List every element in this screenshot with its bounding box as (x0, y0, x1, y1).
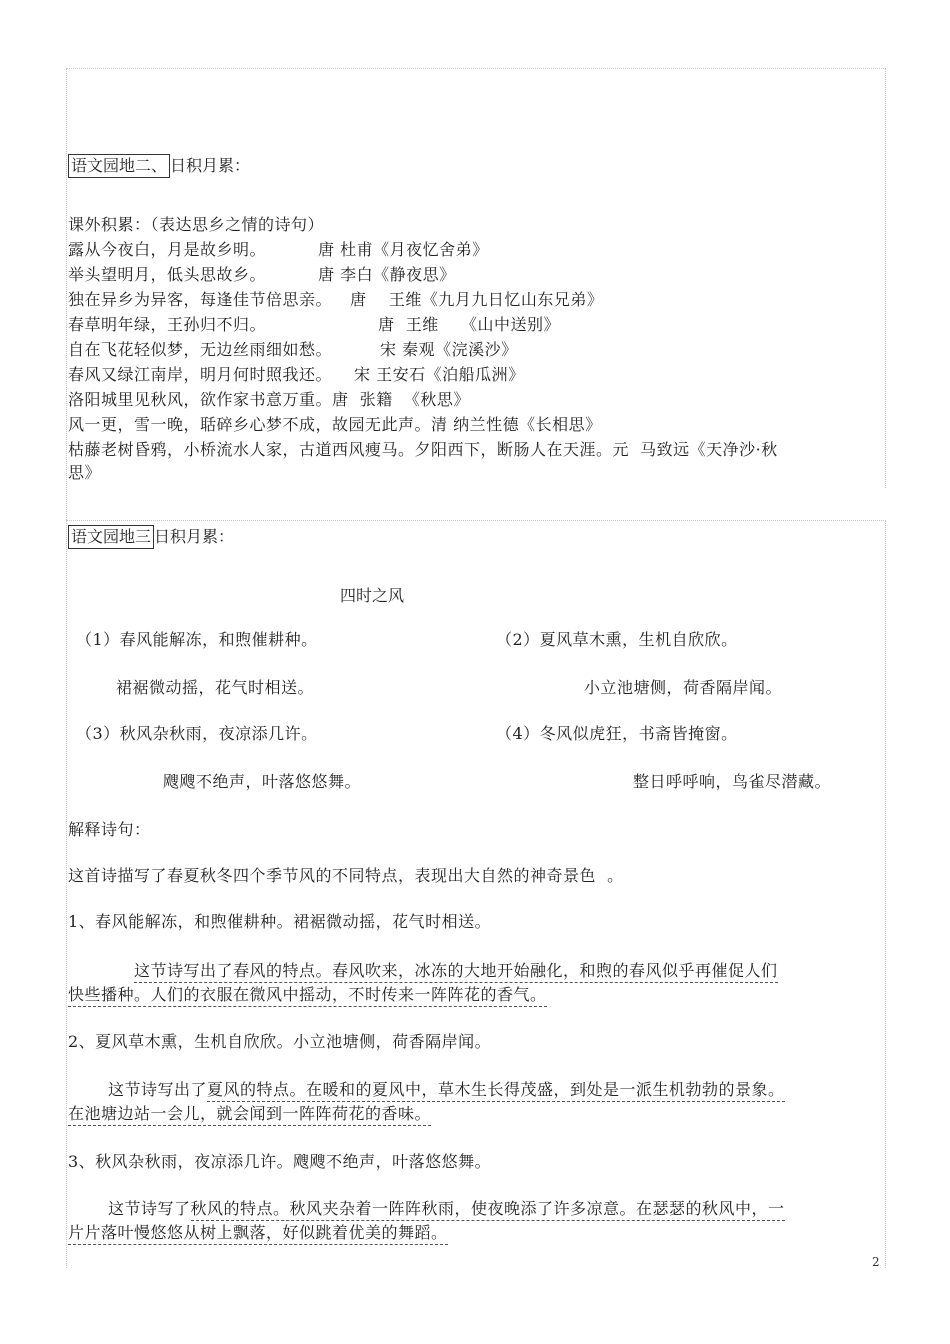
item-body: 这节诗写出了春风的特点。春风吹来，冰冻的大地开始融化，和煦的春风似乎再催促人们 (134, 961, 778, 981)
poem-line: 洛阳城里见秋风，欲作家书意万重。唐 张籍 《秋思》 (68, 390, 470, 409)
poem-title: 四时之风 (340, 586, 405, 605)
verse-right: （4）冬风似虎狂，书斋皆掩窗。 (496, 724, 738, 743)
item-body: 这节诗写了秋风的特点。秋风夹杂着一阵阵秋雨，使夜晚添了许多凉意。在瑟瑟的秋风中，一 (108, 1199, 785, 1219)
poem-line: 独在异乡为异客，每逢佳节倍思亲。 唐 王维《九月九日忆山东兄弟》 (68, 290, 604, 309)
page-frame-top (66, 68, 886, 70)
verse-left: 飕飕不绝声，叶落悠悠舞。 (163, 772, 362, 791)
item-heading: 2、夏风草木熏，生机自欣欣。小立池塘侧，荷香隔岸闻。 (68, 1032, 492, 1051)
verse-left: 裙裾微动摇，花气时相送。 (116, 678, 315, 697)
poem-line: 春草明年绿，王孙归不归。 唐 王维 《山中送别》 (68, 315, 561, 334)
item-body: 快些播种。人们的衣服在微风中摇动，不时传来一阵阵花的香气。 (68, 985, 547, 1005)
section3-suffix: 日积月累： (154, 527, 235, 546)
poem-line: 枯藤老树昏鸦，小桥流水人家，古道西风瘦马。夕阳西下，断肠人在天涯。元 马致远《天净沙·秋 (68, 440, 778, 459)
explain-label: 解释诗句： (68, 820, 151, 839)
poem-line: 自在飞花轻似梦，无边丝雨细如愁。 宋 秦观《浣溪沙》 (68, 340, 518, 359)
section2-intro: 课外积累：（表达思乡之情的诗句） (68, 215, 325, 234)
page-frame-right-bottom (885, 520, 887, 1268)
poem-line: 风一更，雪一晚，聒碎乡心梦不成，故园无此声。清 纳兰性德《长相思》 (68, 415, 602, 434)
verse-left: （3）秋风杂秋雨，夜凉添几许。 (76, 724, 318, 743)
page-frame-right-top (885, 68, 887, 488)
poem-line: 举头望明月，低头思故乡。 唐 李白《静夜思》 (68, 265, 456, 284)
summary: 这首诗描写了春夏秋冬四个季节风的不同特点，表现出大自然的神奇景色 。 (68, 866, 624, 885)
page-number: 2 (872, 1255, 880, 1269)
poem-line: 露从今夜白，月是故乡明。 唐 杜甫《月夜忆舍弟》 (68, 240, 489, 259)
section2-box-label: 语文园地二、 (68, 154, 170, 178)
verse-right: 整日呼呼响，鸟雀尽潜藏。 (633, 772, 832, 791)
section-divider (66, 520, 886, 522)
poem-line: 春风又绿江南岸，明月何时照我还。 宋 王安石《泊船瓜洲》 (68, 365, 525, 384)
section2-suffix: 日积月累： (170, 156, 251, 175)
item-heading: 3、秋风杂秋雨，夜凉添几许。飕飕不绝声，叶落悠悠舞。 (68, 1152, 492, 1171)
item-heading: 1、春风能解冻，和煦催耕种。裙裾微动摇，花气时相送。 (68, 912, 492, 931)
item-body: 这节诗写出了夏风的特点。在暖和的夏风中，草木生长得茂盛，到处是一派生机勃勃的景象。 (108, 1080, 785, 1100)
section3-box-label: 语文园地三 (68, 525, 154, 549)
poem-line: 思》 (68, 463, 102, 482)
item-body: 在池塘边站一会儿，就会闻到一阵阵荷花的香味。 (68, 1104, 431, 1124)
verse-left: （1）春风能解冻，和煦催耕种。 (76, 630, 318, 649)
item-body: 片片落叶慢悠悠从树上飘落，好似跳着优美的舞蹈。 (68, 1223, 448, 1243)
verse-right: （2）夏风草木熏，生机自欣欣。 (496, 630, 738, 649)
section3-heading (68, 524, 234, 549)
section2-heading (68, 153, 250, 178)
verse-right: 小立池塘侧，荷香隔岸闻。 (584, 678, 783, 697)
